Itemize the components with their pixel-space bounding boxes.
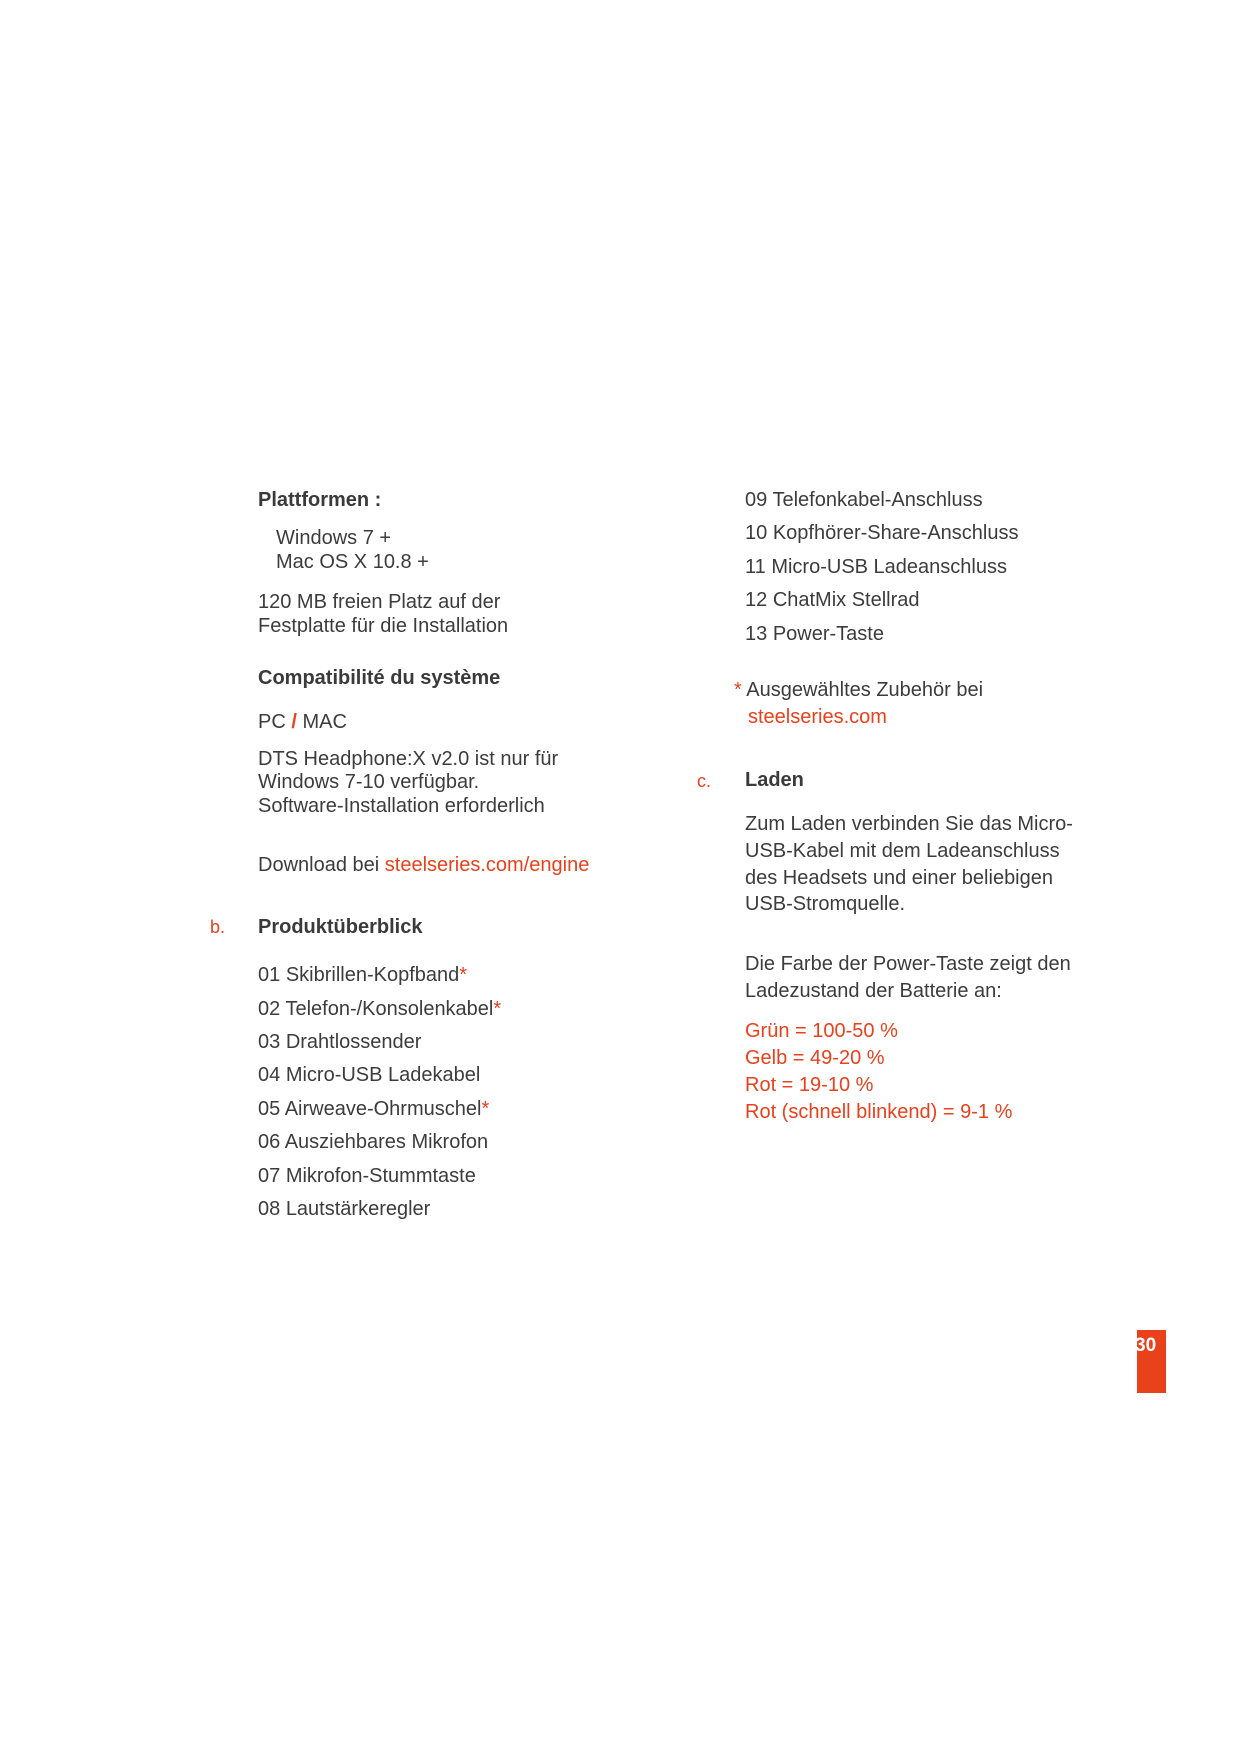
download-line: [258, 854, 589, 877]
platform-mac: Mac OS X 10.8 +: [276, 551, 429, 573]
charge-line-3: des Headsets und einer beliebigen: [745, 867, 1053, 889]
product-label: Drahtlossender: [285, 1031, 422, 1053]
compat-platforms: [258, 711, 347, 734]
product-number: 09: [745, 489, 768, 511]
color-intro-line-1: Die Farbe der Power-Taste zeigt den: [745, 953, 1071, 975]
product-label: Micro-USB Ladekabel: [285, 1064, 481, 1086]
compat-mac: MAC: [302, 711, 347, 733]
product-item: [258, 1031, 421, 1054]
product-number: 10: [745, 522, 768, 544]
battery-level-green: Grün = 100-50 %: [745, 1020, 898, 1042]
section-b-marker: b.: [210, 917, 226, 937]
compat-pc: PC: [258, 711, 286, 733]
accessory-note-star: *: [734, 679, 742, 701]
page-number: 30: [1135, 1335, 1157, 1356]
product-number: 04: [258, 1064, 281, 1086]
product-number: 08: [258, 1198, 281, 1220]
accessory-note-link[interactable]: steelseries.com: [748, 706, 887, 728]
product-star: *: [459, 964, 468, 986]
battery-level-yellow: Gelb = 49-20 %: [745, 1047, 885, 1069]
product-label: Skibrillen-Kopfband: [285, 964, 460, 986]
product-number: 05: [258, 1098, 281, 1120]
platform-windows: Windows 7 +: [276, 527, 392, 549]
product-label: ChatMix Stellrad: [772, 589, 920, 611]
accessory-note: [734, 679, 983, 702]
product-label: Lautstärkeregler: [285, 1198, 431, 1220]
product-number: 13: [745, 623, 768, 645]
product-item: [258, 1098, 489, 1121]
product-star: *: [493, 998, 502, 1020]
product-item: [745, 489, 983, 512]
charge-line-4: USB-Stromquelle.: [745, 893, 906, 915]
section-c-heading: Laden: [745, 769, 804, 791]
product-item: [258, 1064, 480, 1087]
dts-line-1: DTS Headphone:X v2.0 ist nur für: [258, 748, 559, 770]
product-number: 12: [745, 589, 768, 611]
product-label: Airweave-Ohrmuschel: [284, 1098, 482, 1120]
product-item: [258, 964, 467, 987]
product-label: Micro-USB Ladeanschluss: [771, 556, 1007, 578]
battery-level-red: Rot = 19-10 %: [745, 1074, 874, 1096]
disk-space-line-1: 120 MB freien Platz auf der: [258, 591, 501, 613]
product-label: Telefon-/Konsolenkabel: [285, 998, 494, 1020]
compat-separator: /: [291, 711, 297, 733]
product-label: Kopfhörer-Share-Anschluss: [772, 522, 1019, 544]
product-label: Mikrofon-Stummtaste: [285, 1165, 476, 1187]
charge-line-1: Zum Laden verbinden Sie das Micro-: [745, 813, 1073, 835]
battery-level-red-blinking: Rot (schnell blinkend) = 9-1 %: [745, 1101, 1013, 1123]
product-number: 01: [258, 964, 281, 986]
product-label: Power-Taste: [772, 623, 884, 645]
download-prefix: Download bei: [258, 854, 380, 876]
accessory-note-text: Ausgewähltes Zubehör bei: [746, 679, 984, 701]
download-link[interactable]: steelseries.com/engine: [384, 854, 590, 876]
product-item: [258, 998, 501, 1021]
product-item: [745, 522, 1019, 545]
product-number: 02: [258, 998, 281, 1020]
color-intro-line-2: Ladezustand der Batterie an:: [745, 980, 1002, 1002]
section-c-marker: c.: [697, 771, 712, 791]
product-label: Ausziehbares Mikrofon: [284, 1131, 489, 1153]
product-item: [258, 1131, 488, 1154]
compat-heading: Compatibilité du système: [258, 667, 501, 689]
product-number: 07: [258, 1165, 281, 1187]
product-item: [745, 556, 1007, 579]
product-item: [258, 1165, 476, 1188]
platforms-heading: Plattformen :: [258, 489, 382, 511]
charge-line-2: USB-Kabel mit dem Ladeanschluss: [745, 840, 1060, 862]
product-number: 06: [258, 1131, 281, 1153]
disk-space-line-2: Festplatte für die Installation: [258, 615, 509, 637]
product-star: *: [481, 1098, 490, 1120]
product-item: [745, 623, 884, 646]
product-item: [745, 589, 920, 612]
section-b-heading: Produktüberblick: [258, 916, 423, 938]
product-label: Telefonkabel-Anschluss: [772, 489, 983, 511]
product-item: [258, 1198, 430, 1221]
dts-line-2: Windows 7-10 verfügbar.: [258, 771, 480, 793]
product-number: 03: [258, 1031, 281, 1053]
dts-line-3: Software-Installation erforderlich: [258, 795, 545, 817]
product-number: 11: [745, 556, 766, 578]
